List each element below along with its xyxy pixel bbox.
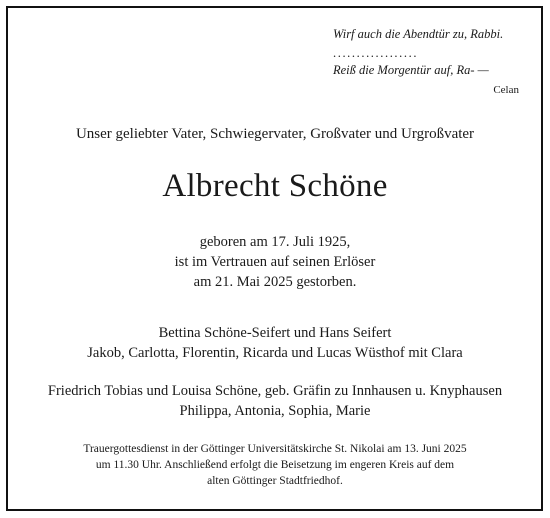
faith-line: ist im Vertrauen auf seinen Erlöser: [174, 254, 376, 270]
mourners-line: Philippa, Antonia, Sophia, Marie: [179, 403, 371, 419]
motto-ellipsis: ..................: [333, 46, 419, 60]
death-line: am 21. Mai 2025 gestorben.: [193, 274, 357, 290]
mourners-group-1: [0, 323, 550, 363]
service-line: alten Göttinger Stadtfriedhof.: [207, 475, 343, 487]
mourners-line: Jakob, Carlotta, Florentin, Ricarda und Lucas Wüsthof mit Clara: [87, 345, 463, 361]
deceased-name: Albrecht Schöne: [162, 168, 388, 204]
funeral-service-info: [0, 441, 550, 489]
life-dates: [0, 232, 550, 292]
motto-quote: [333, 26, 519, 99]
motto-author: Celan: [493, 84, 519, 96]
motto-line-1: Wirf auch die Abendtür zu, Rabbi.: [333, 27, 504, 41]
mourners-group-2: [0, 381, 550, 421]
mourners-line: Friedrich Tobias und Louisa Schöne, geb. Gräfin zu Innhausen u. Knyphausen: [47, 383, 503, 399]
service-line: Trauergottesdienst in der Göttinger Universitätskirche St. Nikolai am 13. Juni 2025: [83, 443, 467, 455]
intro-text: Unser geliebter Vater, Schwiegervater, Großvater und Urgroßvater: [75, 126, 475, 142]
birth-line: geboren am 17. Juli 1925,: [199, 234, 351, 250]
mourners-line: Bettina Schöne-Seifert und Hans Seifert: [158, 325, 392, 341]
service-line: um 11.30 Uhr. Anschließend erfolgt die Beisetzung im engeren Kreis auf dem: [95, 459, 455, 471]
motto-line-2: Reiß die Morgentür auf, Ra- —: [333, 63, 489, 77]
